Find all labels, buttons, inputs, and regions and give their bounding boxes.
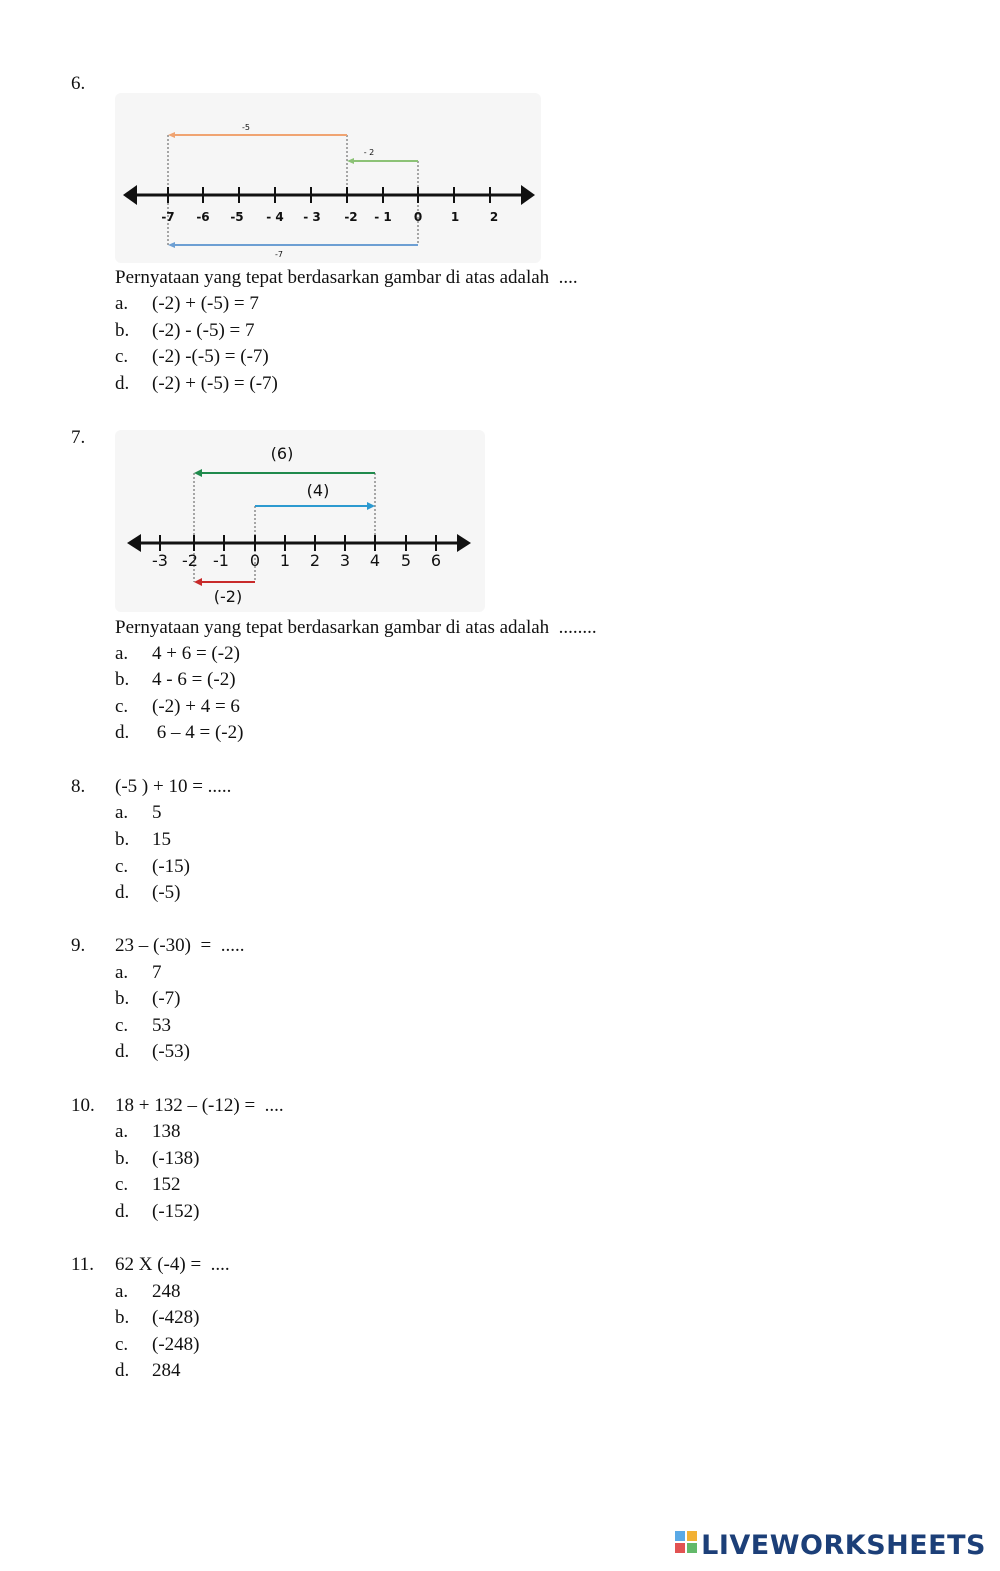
option-letter: d. bbox=[115, 1201, 130, 1222]
option-text[interactable]: (-2) -(-5) = (-7) bbox=[152, 346, 269, 367]
tick-label: -6 bbox=[196, 210, 210, 224]
liveworksheets-brand bbox=[674, 1530, 986, 1561]
question-stem: Pernyataan yang tepat berdasarkan gambar di atas adalah .... bbox=[115, 267, 578, 288]
tick-label: 0 bbox=[249, 551, 261, 570]
arrow-label: (6) bbox=[270, 444, 294, 463]
option-text[interactable]: (-5) bbox=[152, 882, 181, 903]
option-text[interactable]: 4 + 6 = (-2) bbox=[152, 643, 240, 664]
option-letter: c. bbox=[115, 1334, 129, 1355]
option-text[interactable]: 138 bbox=[152, 1121, 181, 1142]
option-letter: a. bbox=[115, 802, 129, 823]
tick-label: 0 bbox=[413, 210, 423, 224]
brand-name: LIVEWORKSHEETS bbox=[701, 1530, 986, 1561]
question-stem: Pernyataan yang tepat berdasarkan gambar di atas adalah ........ bbox=[115, 617, 597, 638]
option-letter: b. bbox=[115, 1307, 130, 1328]
tick-label: 2 bbox=[489, 210, 499, 224]
tick-label: - 4 bbox=[266, 210, 284, 224]
arrow-label: (4) bbox=[306, 481, 330, 500]
axis-arrow-left bbox=[123, 185, 137, 205]
option-letter: c. bbox=[115, 1015, 129, 1036]
option-text[interactable]: (-7) bbox=[152, 988, 181, 1009]
tick-label: -3 bbox=[152, 551, 168, 570]
tick-label: -1 bbox=[213, 551, 229, 570]
question-number: 6. bbox=[71, 73, 86, 94]
option-text[interactable]: (-2) + (-5) = (-7) bbox=[152, 373, 278, 394]
tick-label: -7 bbox=[161, 210, 175, 224]
option-text[interactable]: 4 - 6 = (-2) bbox=[152, 669, 236, 690]
number-line-diagram bbox=[115, 93, 541, 263]
arrow-label: (-2) bbox=[213, 587, 243, 606]
tick-label: 5 bbox=[400, 551, 412, 570]
option-text[interactable]: (-2) + 4 = 6 bbox=[152, 696, 240, 717]
option-text[interactable]: 15 bbox=[152, 829, 171, 850]
option-text[interactable]: 7 bbox=[152, 962, 162, 983]
question-number: 10. bbox=[71, 1095, 95, 1116]
tick-label: 6 bbox=[430, 551, 442, 570]
option-text[interactable]: (-138) bbox=[152, 1148, 200, 1169]
option-letter: d. bbox=[115, 373, 130, 394]
option-letter: b. bbox=[115, 829, 130, 850]
question-stem: 23 – (-30) = ..... bbox=[115, 935, 245, 956]
option-text[interactable]: 53 bbox=[152, 1015, 171, 1036]
option-text[interactable]: (-248) bbox=[152, 1334, 200, 1355]
axis-arrow-right bbox=[457, 534, 471, 552]
question-stem: 62 X (-4) = .... bbox=[115, 1254, 230, 1275]
option-letter: b. bbox=[115, 988, 130, 1009]
option-text[interactable]: (-152) bbox=[152, 1201, 200, 1222]
tick-label: 1 bbox=[450, 210, 460, 224]
option-text[interactable]: (-15) bbox=[152, 856, 190, 877]
tick-label: 3 bbox=[339, 551, 351, 570]
question-number: 8. bbox=[71, 776, 86, 797]
axis-arrow-left bbox=[127, 534, 141, 552]
arrow-label: -7 bbox=[275, 250, 283, 259]
option-text[interactable]: 6 – 4 = (-2) bbox=[152, 722, 244, 743]
arrowhead bbox=[367, 502, 375, 510]
option-letter: d. bbox=[115, 1360, 130, 1381]
number-line-figure bbox=[115, 430, 485, 612]
option-text[interactable]: (-2) + (-5) = 7 bbox=[152, 293, 259, 314]
option-letter: a. bbox=[115, 1121, 129, 1142]
option-text[interactable]: (-53) bbox=[152, 1041, 190, 1062]
question-number: 9. bbox=[71, 935, 86, 956]
arrowhead bbox=[347, 158, 354, 164]
option-letter: a. bbox=[115, 643, 129, 664]
arrow-label: -5 bbox=[242, 123, 250, 132]
liveworksheets-logo-icon bbox=[674, 1530, 698, 1561]
tick-label: 2 bbox=[309, 551, 321, 570]
option-letter: d. bbox=[115, 1041, 130, 1062]
option-text[interactable]: 152 bbox=[152, 1174, 181, 1195]
number-line-diagram bbox=[115, 430, 485, 612]
option-letter: c. bbox=[115, 696, 129, 717]
question-number: 11. bbox=[71, 1254, 95, 1275]
tick-label: -5 bbox=[230, 210, 244, 224]
option-text[interactable]: 248 bbox=[152, 1281, 181, 1302]
tick-label: 1 bbox=[279, 551, 291, 570]
option-letter: a. bbox=[115, 962, 129, 983]
arrowhead bbox=[168, 132, 175, 138]
question-stem: (-5 ) + 10 = ..... bbox=[115, 776, 232, 797]
arrow-label: - 2 bbox=[363, 148, 375, 157]
tick-label: -2 bbox=[182, 551, 198, 570]
option-letter: b. bbox=[115, 320, 130, 341]
option-letter: a. bbox=[115, 1281, 129, 1302]
arrowhead bbox=[194, 578, 202, 586]
tick-label: - 3 bbox=[303, 210, 321, 224]
option-text[interactable]: 5 bbox=[152, 802, 162, 823]
option-letter: b. bbox=[115, 1148, 130, 1169]
axis-arrow-right bbox=[521, 185, 535, 205]
option-letter: a. bbox=[115, 293, 129, 314]
tick-label: - 1 bbox=[374, 210, 392, 224]
arrowhead bbox=[168, 242, 175, 248]
option-letter: c. bbox=[115, 1174, 129, 1195]
option-text[interactable]: 284 bbox=[152, 1360, 181, 1381]
option-letter: b. bbox=[115, 669, 130, 690]
option-letter: d. bbox=[115, 722, 130, 743]
option-letter: c. bbox=[115, 856, 129, 877]
tick-label: -2 bbox=[344, 210, 358, 224]
option-text[interactable]: (-2) - (-5) = 7 bbox=[152, 320, 255, 341]
tick-label: 4 bbox=[369, 551, 381, 570]
question-number: 7. bbox=[71, 427, 86, 448]
arrowhead bbox=[194, 469, 202, 477]
option-letter: d. bbox=[115, 882, 130, 903]
question-stem: 18 + 132 – (-12) = .... bbox=[115, 1095, 284, 1116]
option-letter: c. bbox=[115, 346, 129, 367]
option-text[interactable]: (-428) bbox=[152, 1307, 200, 1328]
number-line-figure bbox=[115, 93, 541, 263]
